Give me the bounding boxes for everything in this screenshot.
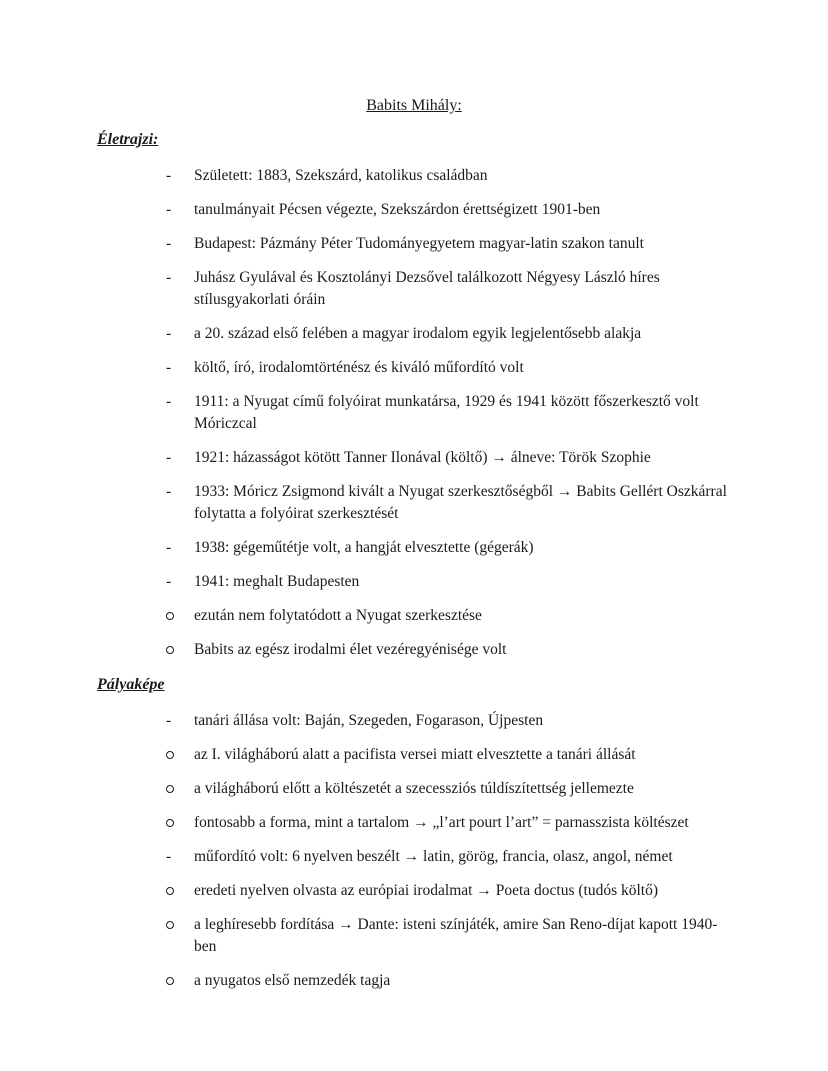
document-title: Babits Mihály: (366, 97, 462, 114)
list-item-text: 1933: Móricz Zsigmond kivált a Nyugat szerkesztőségből → Babits Gellért Oszkárral folytatta a folyóirat szerkesztését (194, 483, 727, 522)
circle-bullet-icon (166, 812, 194, 834)
list-item-text: Juhász Gyulával és Kosztolányi Dezsővel találkozott Négyesy László híres stílusgyakorlati óráin (194, 269, 660, 308)
list-item-text: 1941: meghalt Budapesten (194, 573, 360, 590)
dash-bullet-icon: - (166, 848, 172, 865)
list-item (166, 447, 738, 469)
list-item (166, 970, 738, 992)
dash-bullet-icon: - (166, 359, 172, 376)
list-item (166, 481, 738, 525)
circle-bullet-icon (166, 605, 194, 627)
list-item (166, 357, 738, 379)
bullet-list (166, 165, 738, 661)
list-item-text: 1911: a Nyugat című folyóirat munkatársa, 1929 és 1941 között főszerkesztő volt Móriczcal (194, 393, 699, 432)
dash-bullet-icon: - (166, 449, 172, 466)
list-item-text: műfordító volt: 6 nyelven beszélt → latin, görög, francia, olasz, angol, német (194, 848, 673, 865)
list-item-text: eredeti nyelven olvasta az európiai irodalmat → Poeta doctus (tudós költő) (194, 882, 659, 899)
dash-bullet-icon: - (166, 539, 172, 556)
section-heading: Pályaképe (97, 676, 165, 693)
circle-bullet-icon (166, 639, 194, 661)
list-item-text: tanári állása volt: Baján, Szegeden, Fogarason, Újpesten (194, 712, 544, 729)
dash-bullet-icon: - (166, 167, 172, 184)
list-item-text: a 20. század első felében a magyar irodalom egyik legjelentősebb alakja (194, 325, 642, 342)
circle-bullet-icon (166, 744, 194, 766)
list-item (166, 267, 738, 311)
list-item (166, 744, 738, 766)
list-item (166, 812, 738, 834)
list-item-text: költő, író, irodalomtörténész és kiváló műfordító volt (194, 359, 524, 376)
dash-bullet-icon: - (166, 201, 172, 218)
circle-bullet-icon (166, 914, 194, 936)
list-item (166, 639, 738, 661)
list-item (166, 199, 738, 221)
list-item-text: a nyugatos első nemzedék tagja (194, 972, 391, 989)
dash-bullet-icon: - (166, 393, 172, 410)
list-item (166, 537, 738, 559)
section (0, 130, 828, 661)
document-body (0, 130, 828, 992)
list-item-text: a leghíresebb fordítása → Dante: isteni színjáték, amire San Reno-díjat kapott 1940-ben (194, 916, 718, 955)
list-item (166, 391, 738, 435)
dash-bullet-icon: - (166, 573, 172, 590)
circle-bullet-icon (166, 778, 194, 800)
dash-bullet-icon: - (166, 483, 172, 500)
list-item (166, 914, 738, 958)
list-item (166, 165, 738, 187)
list-item-text: Babits az egész irodalmi élet vezéregyénisége volt (194, 641, 507, 658)
list-item (166, 233, 738, 255)
bullet-list (166, 710, 738, 992)
list-item-text: ezután nem folytatódott a Nyugat szerkesztése (194, 607, 482, 624)
list-item (166, 880, 738, 902)
list-item (166, 778, 738, 800)
list-item-text: a világháború előtt a költészetét a szecessziós túldíszítettség jellemezte (194, 780, 634, 797)
dash-bullet-icon: - (166, 712, 172, 729)
list-item-text: az I. világháború alatt a pacifista versei miatt elvesztette a tanári állását (194, 746, 636, 763)
dash-bullet-icon: - (166, 269, 172, 286)
list-item-text: 1921: házasságot kötött Tanner Ilonával (költő) → álneve: Török Szophie (194, 449, 651, 466)
circle-bullet-icon (166, 880, 194, 902)
list-item-text: tanulmányait Pécsen végezte, Szekszárdon érettségizett 1901-ben (194, 201, 601, 218)
list-item-text: Budapest: Pázmány Péter Tudományegyetem magyar-latin szakon tanult (194, 235, 644, 252)
list-item (166, 710, 738, 732)
list-item (166, 323, 738, 345)
circle-bullet-icon (166, 970, 194, 992)
list-item (166, 846, 738, 868)
dash-bullet-icon: - (166, 325, 172, 342)
list-item-text: 1938: gégeműtétje volt, a hangját elvesztette (gégerák) (194, 539, 534, 556)
list-item-text: Született: 1883, Szekszárd, katolikus családban (194, 167, 488, 184)
section (0, 675, 828, 992)
list-item (166, 571, 738, 593)
list-item-text: fontosabb a forma, mint a tartalom → „l’art pourt l’art” = parnasszista költészet (194, 814, 689, 831)
dash-bullet-icon: - (166, 235, 172, 252)
list-item (166, 605, 738, 627)
section-heading: Életrajzi: (97, 131, 159, 148)
